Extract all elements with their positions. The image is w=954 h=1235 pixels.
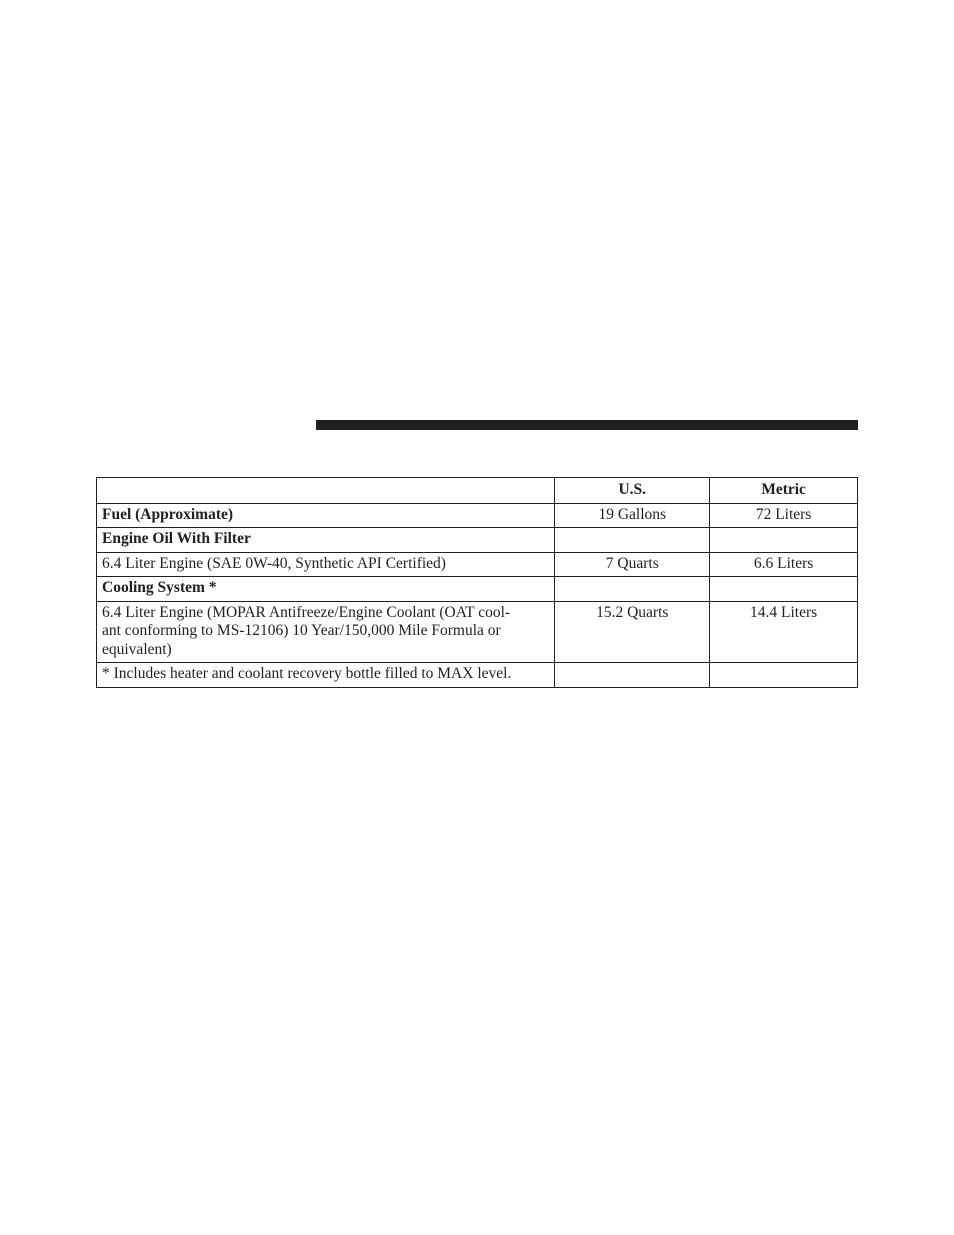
row-label: Cooling System * <box>97 577 555 602</box>
row-label-line: ant conforming to MS-12106) 10 Year/150,000 Mile Formula or <box>102 622 501 639</box>
row-footnote: * Includes heater and coolant recovery bottle filled to MAX level. <box>97 663 555 688</box>
table-row <box>97 552 858 577</box>
table-row <box>97 528 858 553</box>
row-metric-value: 72 Liters <box>710 503 858 528</box>
header-item <box>97 478 555 504</box>
row-metric-value <box>710 528 858 553</box>
table-row <box>97 503 858 528</box>
row-label: 6.4 Liter Engine (SAE 0W-40, Synthetic API Certified) <box>97 552 555 577</box>
header-us: U.S. <box>555 478 710 504</box>
row-metric-value <box>710 663 858 688</box>
table-header-row <box>97 478 858 504</box>
table-row <box>97 577 858 602</box>
row-us-value: 15.2 Quarts <box>555 601 710 663</box>
fluid-capacities-table <box>96 477 858 688</box>
section-header-rule <box>316 420 858 430</box>
row-metric-value: 6.6 Liters <box>710 552 858 577</box>
row-label: Engine Oil With Filter <box>97 528 555 553</box>
row-us-value <box>555 528 710 553</box>
row-us-value: 7 Quarts <box>555 552 710 577</box>
row-metric-value <box>710 577 858 602</box>
row-us-value <box>555 663 710 688</box>
header-metric: Metric <box>710 478 858 504</box>
row-label: Fuel (Approximate) <box>97 503 555 528</box>
table-row <box>97 663 858 688</box>
table-row <box>97 601 858 663</box>
row-label-line: 6.4 Liter Engine (MOPAR Antifreeze/Engine Coolant (OAT cool- <box>102 603 511 621</box>
row-label <box>97 601 555 663</box>
row-metric-value: 14.4 Liters <box>710 601 858 663</box>
row-label-line: equivalent) <box>102 640 172 658</box>
row-us-value <box>555 577 710 602</box>
row-us-value: 19 Gallons <box>555 503 710 528</box>
